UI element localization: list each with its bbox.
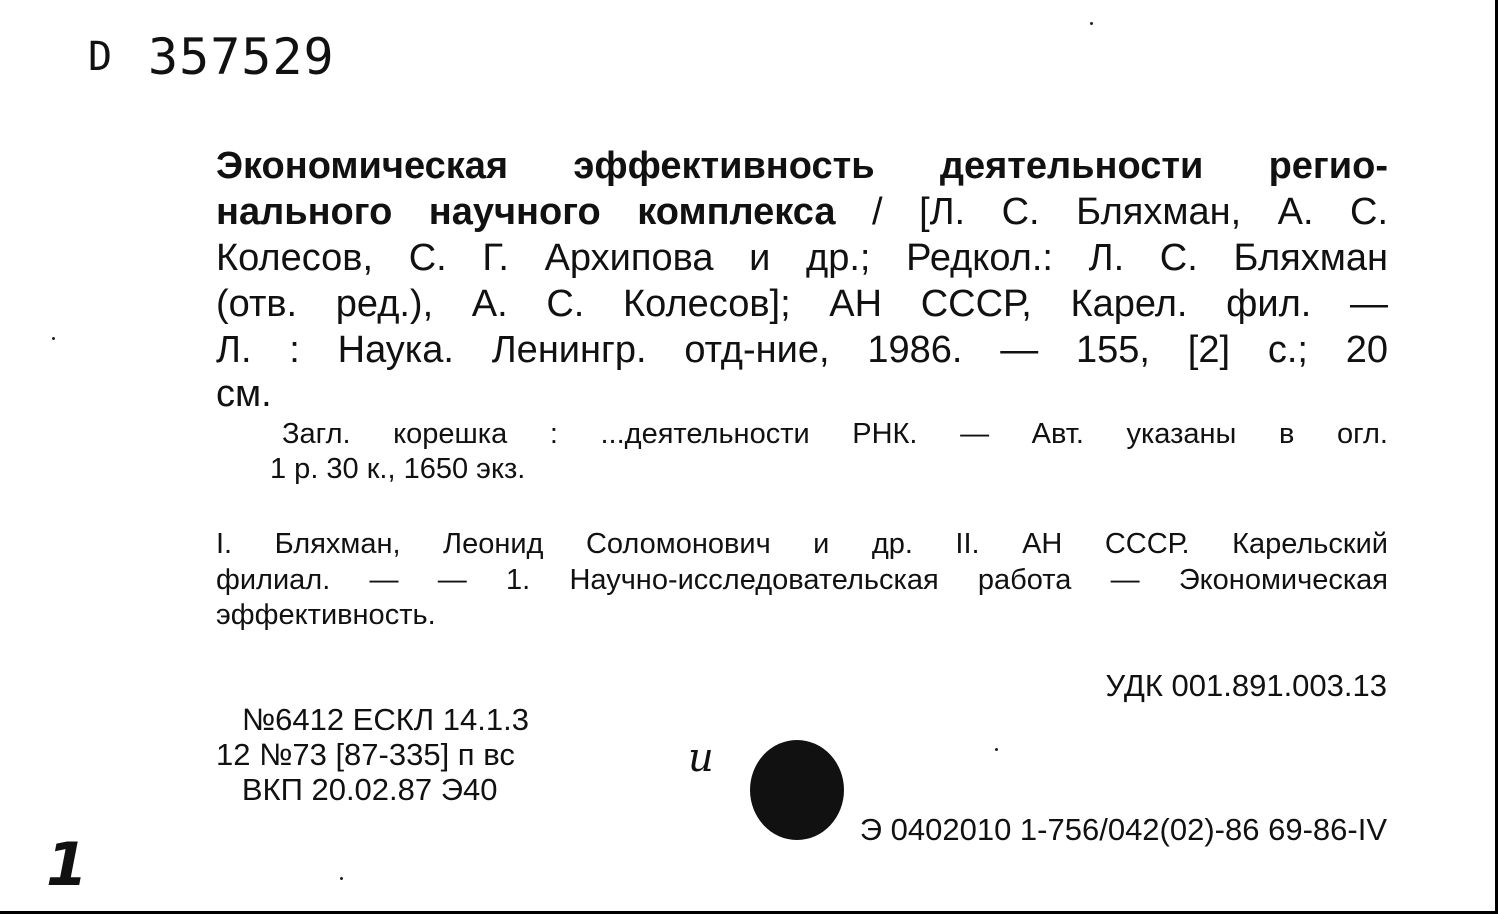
body-line-4: см. [216,373,272,415]
responsibility-start: / [Л. С. Бляхман, А. С. [872,191,1388,233]
note-line-1: Загл. корешка : ...деятельности РНК. — Авт. указаны в огл. [282,418,1388,450]
speck-1 [52,337,55,340]
tracing-line-3: эффективность. [216,599,436,631]
title-line-2-text: нального научного комплекса [216,191,836,233]
udk-code: УДК 001.891.003.13 [1105,668,1387,703]
inventory-prefix: D [88,34,113,80]
tracing-line-1: I. Бляхман, Леонид Соломонович и др. II. АН СССР. Карельский [216,528,1388,560]
punch-hole [750,740,844,840]
tracing-line-2: филиал. — — 1. Научно-исследовательская работа — Экономическая [216,564,1388,596]
accession-block: №6412 ЕСКЛ 14.1.3 12 №73 [87-335] п вс ВКП 20.02.87 Э40 [216,702,529,807]
body-line-2: (отв. ред.), А. С. Колесов]; АН СССР, Карел. фил. — [216,283,1388,325]
catalog-code: Э 0402010 1-756/042(02)-86 69-86-IV [859,812,1387,847]
note-line-2: 1 р. 30 к., 1650 экз. [270,453,526,485]
page-mark: 1 [46,830,88,900]
speck-3 [995,748,998,751]
inventory-number: 357529 [148,28,335,86]
body-line-1: Колесов, С. Г. Архипова и др.; Редкол.: Л. С. Бляхман [216,237,1388,279]
handwritten-initial: и [688,735,714,781]
speck-2 [1090,22,1093,25]
speck-4 [340,877,343,880]
title-line-1: Экономическая эффективность деятельности регио- [216,145,1388,187]
body-line-3: Л. : Наука. Ленингр. отд-ние, 1986. — 155, [2] с.; 20 [216,329,1388,371]
title-line-2 [216,190,1388,234]
